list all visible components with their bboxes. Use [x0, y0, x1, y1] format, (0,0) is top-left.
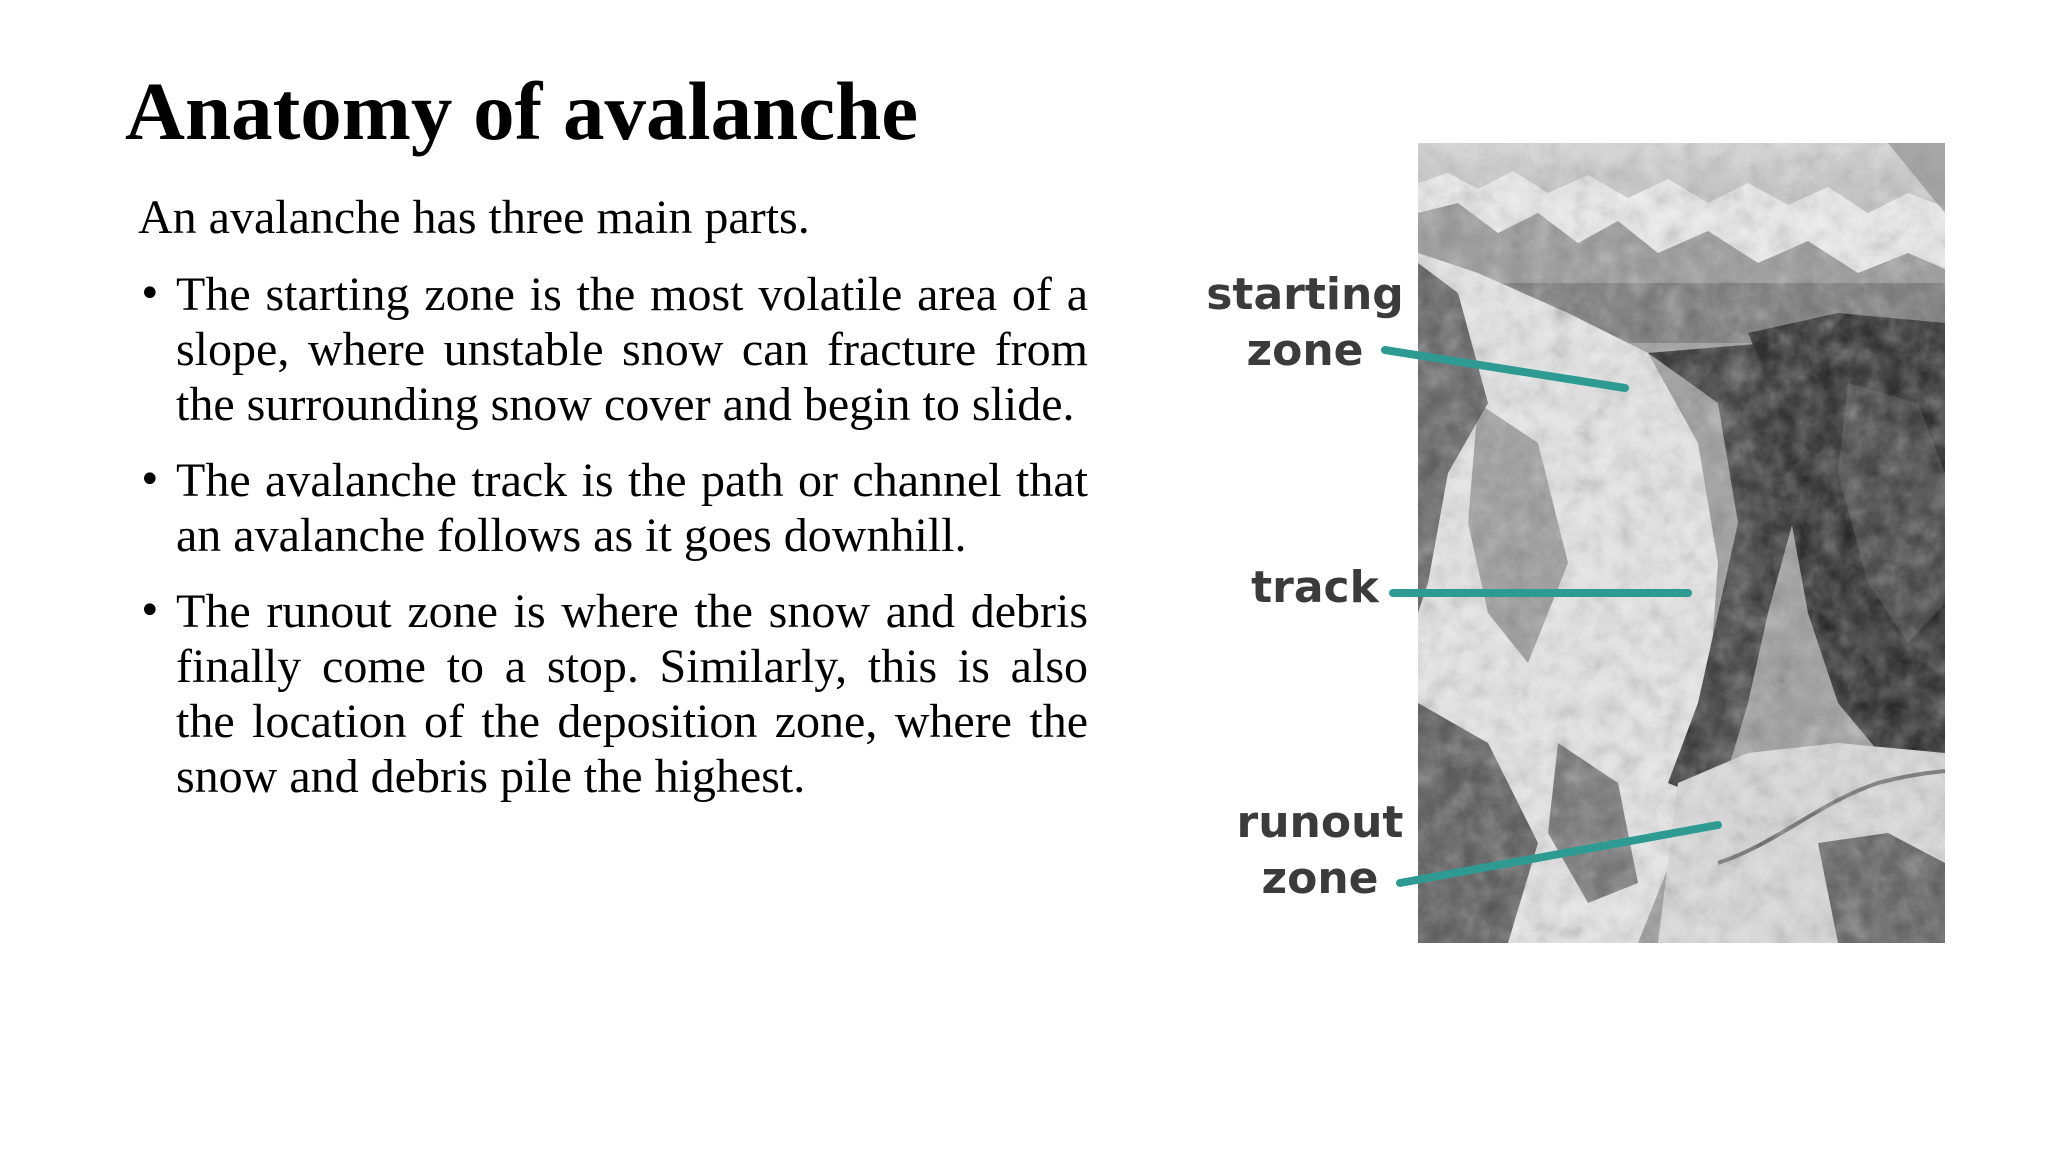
photo-frame	[1418, 143, 1945, 943]
avalanche-diagram	[1206, 130, 1970, 960]
bullet-dot-icon: •	[138, 271, 162, 317]
intro-text: An avalanche has three main parts.	[138, 191, 810, 244]
bullet-dot-icon: •	[138, 588, 162, 634]
starting-zone-label: starting zone	[1206, 269, 1404, 376]
slide-title: Anatomy of avalanche	[125, 65, 919, 157]
track-label: track	[1251, 562, 1379, 613]
runout-zone-label: runout zone	[1236, 797, 1404, 904]
bullet-avalanche-track	[138, 453, 1088, 563]
bullet-list	[138, 267, 1088, 804]
bullet-runout-zone	[138, 584, 1088, 804]
bullet-starting-zone	[138, 267, 1088, 432]
bullet-text: The runout zone is where the snow and debris finally come to a stop. Similarly, this is also the location of the deposition zone, where the snow and debris pile the highest.	[176, 585, 1088, 803]
bullet-text: The avalanche track is the path or channel that an avalanche follows as it goes downhill.	[176, 454, 1088, 562]
bullet-text: The starting zone is the most volatile area of a slope, where unstable snow can fracture from the surrounding snow cover and begin to slide.	[176, 268, 1088, 431]
bullet-dot-icon: •	[138, 457, 162, 503]
slide-body	[138, 190, 1088, 825]
